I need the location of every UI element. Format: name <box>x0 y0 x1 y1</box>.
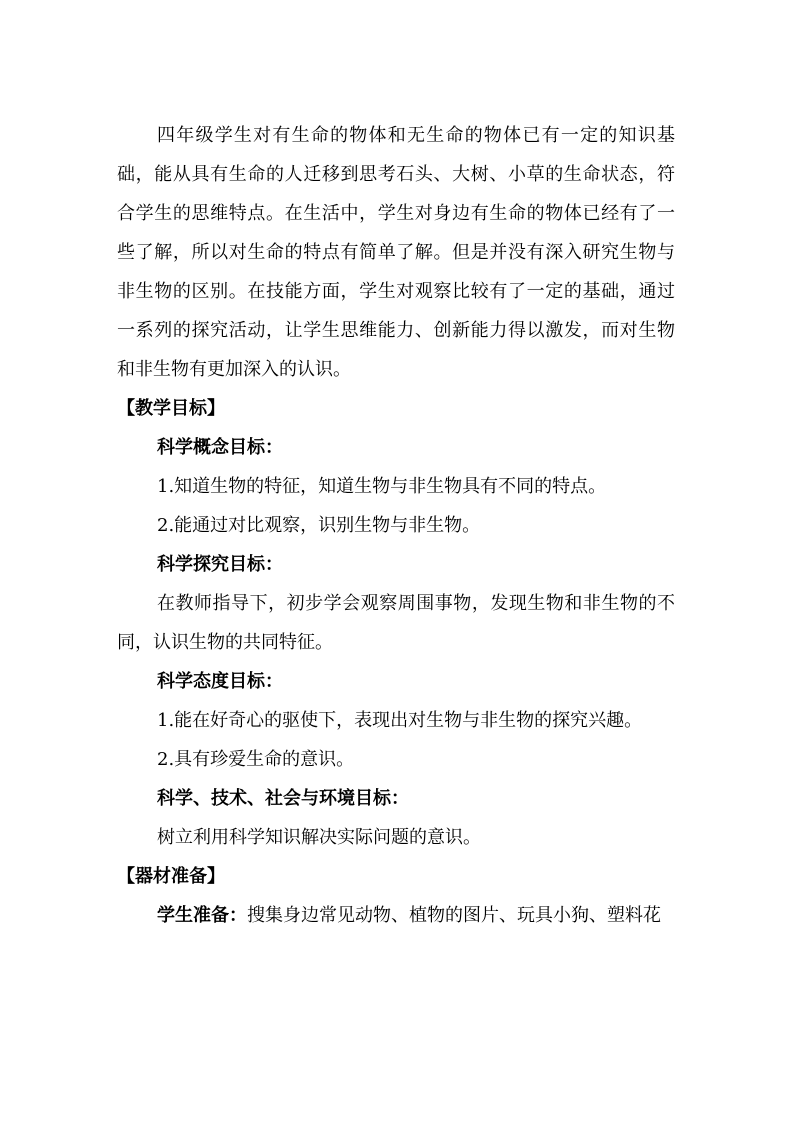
inquiry-goal-title: 科学探究目标： <box>157 554 283 575</box>
inquiry-goal-line-1: 在教师指导下，初步学会观察周围事物，发现生物和非生物的不 <box>157 593 675 614</box>
student-preparation-text: 搜集身边常见动物、植物的图片、玩具小狗、塑料花 <box>247 905 661 926</box>
concept-goal-item-2: 2.能通过对比观察，识别生物与非生物。 <box>157 515 481 536</box>
sts-goal-text: 树立利用科学知识解决实际问题的意识。 <box>157 827 481 848</box>
concept-goal-item-1: 1.知道生物的特征，知道生物与非生物具有不同的特点。 <box>157 476 607 497</box>
materials-heading: 【器材准备】 <box>117 866 225 887</box>
attitude-goal-item-2: 2.具有珍爱生命的意识。 <box>157 749 355 770</box>
concept-goal-title: 科学概念目标： <box>157 437 283 458</box>
intro-line-6: 一系列的探究活动，让学生思维能力、创新能力得以激发，而对生物 <box>117 320 675 341</box>
student-preparation <box>157 905 661 927</box>
intro-line-2: 础，能从具有生命的人迁移到思考石头、大树、小草的生命状态，符 <box>117 164 675 185</box>
inquiry-goal-line-2: 同，认识生物的共同特征。 <box>117 632 333 653</box>
sts-goal-title: 科学、技术、社会与环境目标： <box>157 788 409 809</box>
intro-line-4: 些了解，所以对生命的特点有简单了解。但是并没有深入研究生物与 <box>117 242 675 263</box>
attitude-goal-item-1: 1.能在好奇心的驱使下，表现出对生物与非生物的探究兴趣。 <box>157 710 643 731</box>
intro-line-7: 和非生物有更加深入的认识。 <box>117 359 351 380</box>
intro-line-3: 合学生的思维特点。在生活中，学生对身边有生命的物体已经有了一 <box>117 203 675 224</box>
intro-line-5: 非生物的区别。在技能方面，学生对观察比较有了一定的基础，通过 <box>117 281 675 302</box>
student-preparation-label: 学生准备： <box>157 905 247 926</box>
attitude-goal-title: 科学态度目标： <box>157 671 283 692</box>
intro-line-1: 四年级学生对有生命的物体和无生命的物体已有一定的知识基 <box>157 125 675 146</box>
teaching-goals-heading: 【教学目标】 <box>117 398 225 419</box>
